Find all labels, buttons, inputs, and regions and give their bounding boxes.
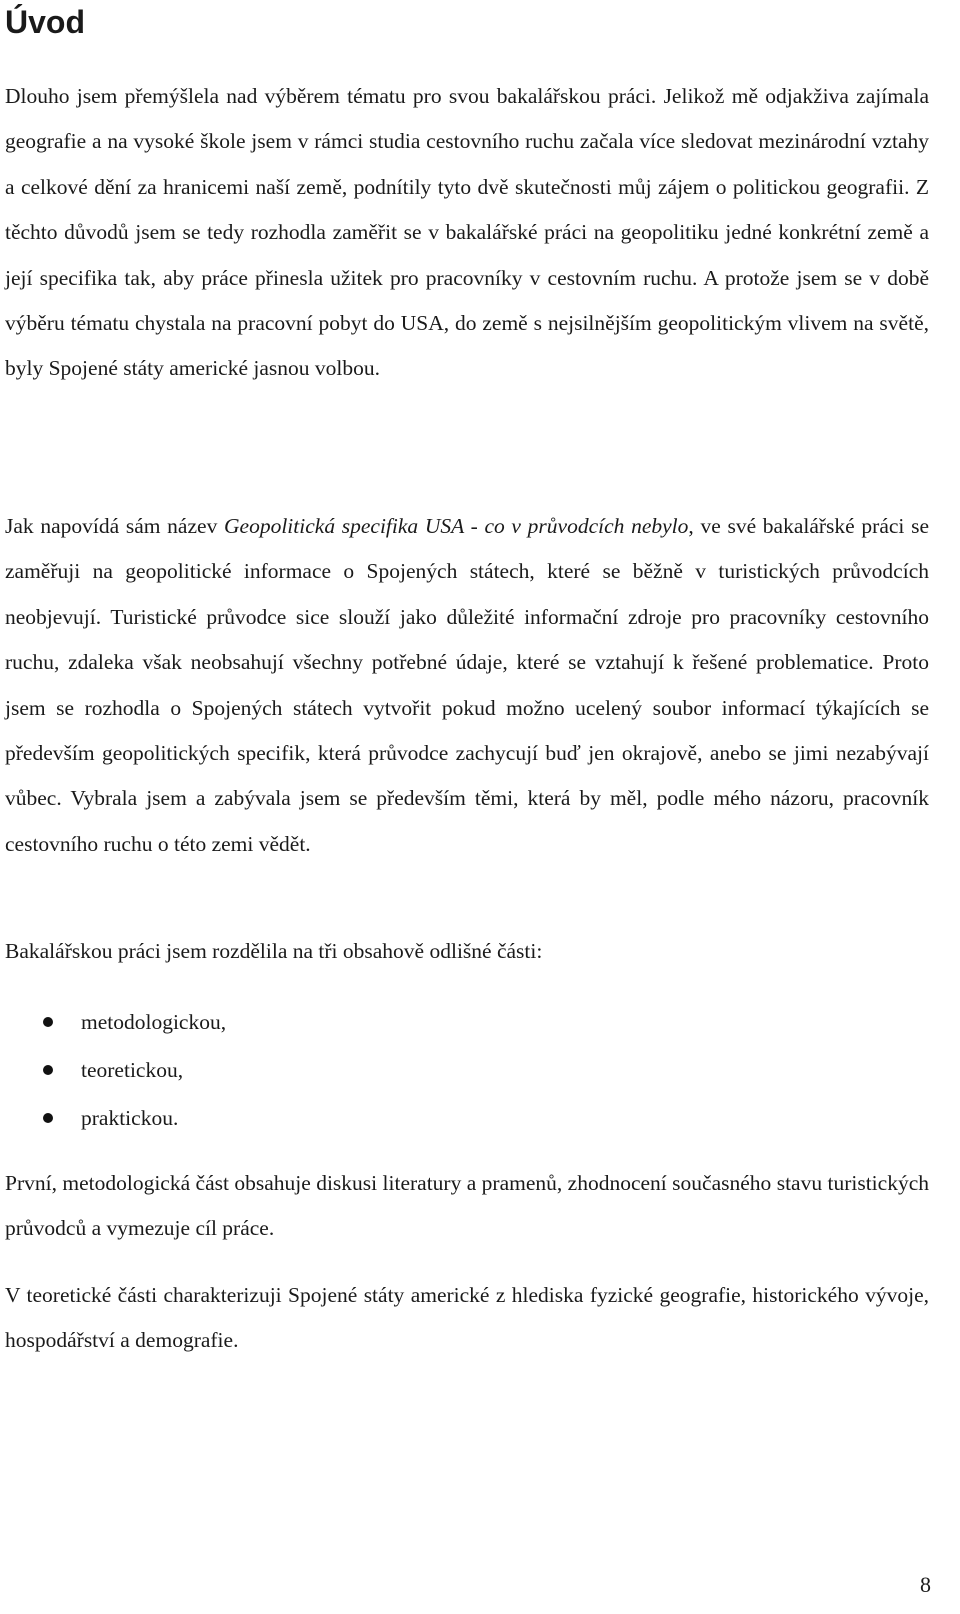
list-item — [5, 1094, 929, 1142]
parts-list — [5, 998, 929, 1142]
paragraph-structure-intro: Bakalářskou práci jsem rozdělila na tři obsahově odlišné části: — [5, 939, 543, 963]
thesis-title: Geopolitická specifika USA - co v průvodcích nebylo — [224, 514, 689, 538]
paragraph-thesis-focus — [5, 504, 929, 867]
paragraph-methodology: První, metodologická část obsahuje diskusi literatury a pramenů, zhodnocení současného stavu turistických průvodců a vymezuje cíl práce. — [5, 1171, 929, 1241]
page-number: 8 — [920, 1572, 931, 1597]
list-item-label: metodologickou, — [81, 1010, 227, 1034]
paragraph-motivation: Dlouho jsem přemýšlela nad výběrem tématu pro svou bakalářskou práci. Jelikož mě odjakživa zajímala geografie a na vysoké škole jsem v rámci studia cestovního ruchu začala více sledovat mezinárodní vztahy a celkové dění za hranicemi naší země, podnítily tyto dvě skutečnosti můj zájem o politickou geografii. Z těchto důvodů jsem se tedy rozhodla zaměřit se v bakalářské práci na geopolitiku jedné konkrétní země a její specifika tak, aby práce přinesla užitek pro pracovníky v cestovním ruchu. A protože jsem se v době výběru tématu chystala na pracovní pobyt do USA, do země s nejsilnějším geopolitickým vlivem na světě, byly Spojené státy americké jasnou volbou. — [5, 84, 929, 381]
section-heading: Úvod — [5, 4, 85, 40]
paragraph-text: Jak napovídá sám název — [5, 514, 225, 538]
list-item — [5, 1046, 929, 1094]
paragraph-text: , ve své bakalářské práci se zaměřuji na geopolitické informace o Spojených státech, které se běžně v turistických průvodcích neobjevují. Turistické průvodce sice slouží jako důležité informační zdroje pro pracovníky cestovního ruchu, zdaleka však neobsahují všechny potřebné údaje, které se vztahují k řešené problematice. Proto jsem se rozhodla o Spojených státech vytvořit pokud možno ucelený soubor informací týkajících se především geopolitických specifik, která průvodce zachycují buď jen okrajově, anebo se jimi nezabývají vůbec. Vybrala jsem a zabývala jsem se především těmi, která by měl, podle mého názoru, pracovník cestovního ruchu o této zemi vědět. — [5, 514, 929, 856]
list-item-label: praktickou. — [81, 1106, 179, 1130]
bullet-icon — [43, 1113, 53, 1123]
list-item — [5, 998, 929, 1046]
bullet-icon — [43, 1065, 53, 1075]
list-item-label: teoretickou, — [81, 1058, 184, 1082]
paragraph-theory: V teoretické části charakterizuji Spojené státy americké z hlediska fyzické geografie, historického vývoje, hospodářství a demografie. — [5, 1283, 929, 1353]
bullet-icon — [43, 1017, 53, 1027]
